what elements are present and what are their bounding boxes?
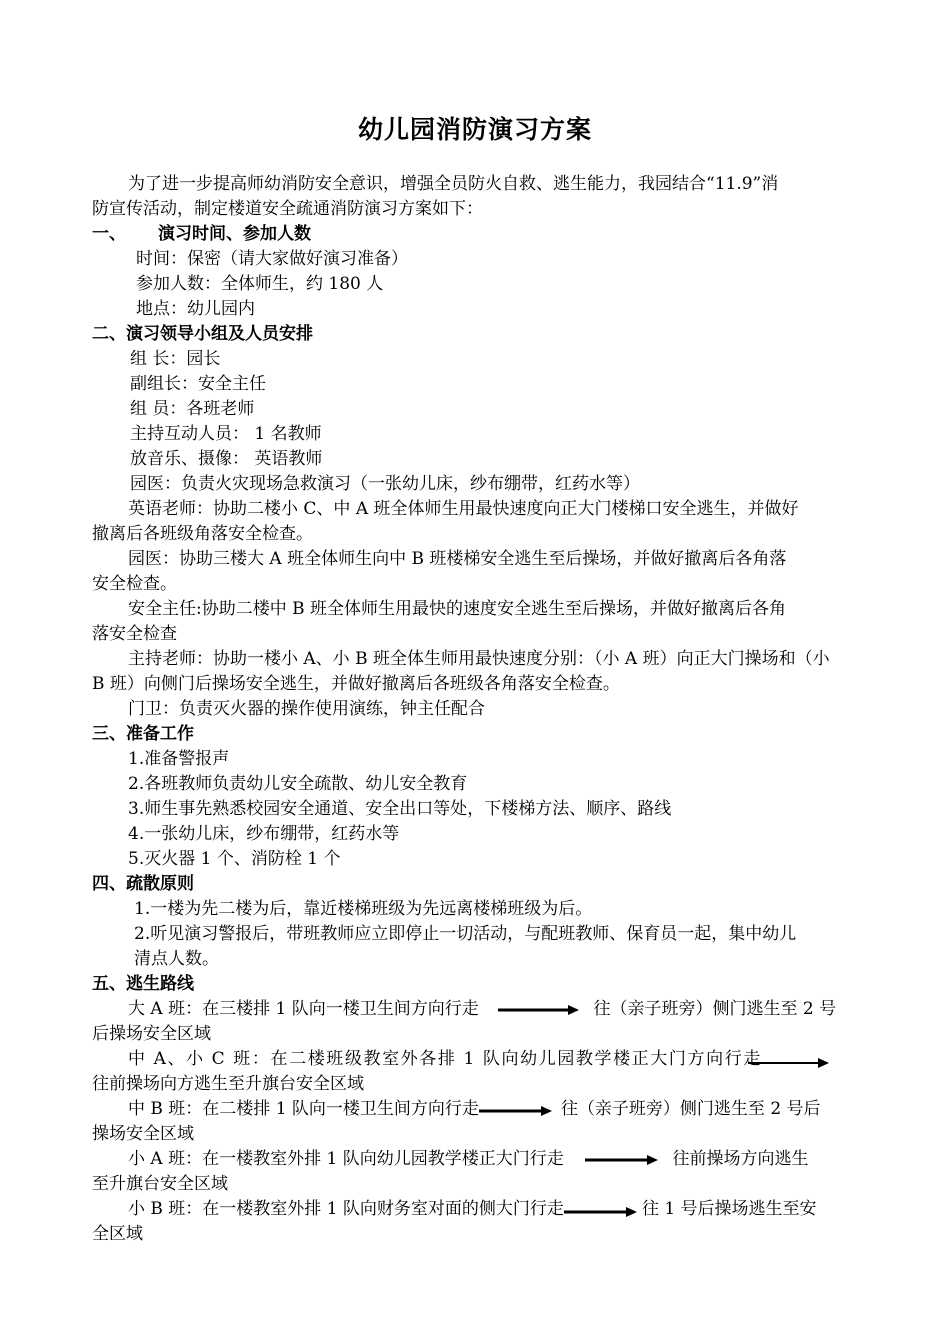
section-4-heading: 四、疏散原则 bbox=[92, 874, 194, 894]
section-3-item-4: 4.一张幼儿床，纱布绷带，红药水等 bbox=[128, 824, 400, 844]
route-3-text: 中 B 班：在二楼排 1 队向一楼卫生间方向行走 bbox=[128, 1099, 479, 1119]
section-1-number: 一、 bbox=[92, 224, 126, 244]
route-5-line-1 bbox=[92, 1197, 860, 1222]
section-2-p3-line-1: 安全主任:协助二楼中 B 班全体师生用最快的速度安全逃生至后操场，并做好撤离后各角 bbox=[128, 599, 787, 619]
route-3-destination: 往（亲子班旁）侧门逃生至 2 号后 bbox=[560, 1099, 821, 1119]
route-1-line-2: 后操场安全区域 bbox=[92, 1024, 211, 1044]
section-2-p5: 门卫：负责灭火器的操作使用演练，钟主任配合 bbox=[128, 699, 485, 719]
route-4-line-1 bbox=[92, 1147, 860, 1172]
route-3-line-2: 操场安全区域 bbox=[92, 1124, 194, 1144]
section-2-line-host: 主持互动人员： 1 名教师 bbox=[130, 424, 322, 444]
section-1-line-time: 时间：保密（请大家做好演习准备） bbox=[136, 249, 408, 269]
section-1-heading bbox=[92, 222, 860, 247]
section-3-item-2: 2.各班教师负责幼儿安全疏散、幼儿安全教育 bbox=[128, 774, 468, 794]
section-2-heading: 二、演习领导小组及人员安排 bbox=[92, 324, 313, 344]
route-2-line-1 bbox=[92, 1047, 860, 1072]
route-1-text: 大 A 班：在三楼排 1 队向一楼卫生间方向行走 bbox=[128, 999, 479, 1019]
route-2-arrow-icon bbox=[748, 1056, 830, 1070]
route-5-arrow-icon bbox=[564, 1203, 638, 1217]
route-1-arrow-icon bbox=[498, 1004, 580, 1016]
section-1-line-location: 地点：幼儿园内 bbox=[136, 299, 255, 319]
route-3-line-1 bbox=[92, 1097, 860, 1122]
section-2-line-leader: 组 长：园长 bbox=[130, 349, 221, 369]
route-1-destination: 往（亲子班旁）侧门逃生至 2 号 bbox=[593, 999, 837, 1019]
section-3-heading: 三、准备工作 bbox=[92, 724, 194, 744]
route-1-line-1 bbox=[92, 997, 860, 1022]
route-4-arrow-icon bbox=[585, 1154, 659, 1166]
section-2-p2-line-1: 园医：协助三楼大 A 班全体师生向中 B 班楼梯安全逃生至后操场，并做好撤离后各角落 bbox=[128, 549, 787, 569]
section-5-heading: 五、逃生路线 bbox=[92, 974, 194, 994]
document-body bbox=[92, 172, 860, 1247]
route-4-text: 小 A 班：在一楼教室外排 1 队向幼儿园教学楼正大门行走 bbox=[128, 1149, 564, 1169]
section-3-item-5: 5.灭火器 1 个、消防栓 1 个 bbox=[128, 849, 341, 869]
section-2-p2-line-2: 安全检查。 bbox=[92, 574, 177, 594]
section-4-item-2-line-1: 2.听见演习警报后，带班教师应立即停止一切活动，与配班教师、保育员一起，集中幼儿 bbox=[134, 924, 797, 944]
route-3-arrow-icon bbox=[479, 1104, 553, 1116]
route-5-line-2: 全区域 bbox=[92, 1224, 143, 1244]
route-5-destination: 往 1 号后操场逃生至安 bbox=[641, 1199, 817, 1219]
document-title: 幼儿园消防演习方案 bbox=[357, 115, 592, 144]
route-2-text: 中 A、小 C 班：在二楼班级教室外各排 1 队向幼儿园教学楼正大门方向行走 bbox=[128, 1049, 762, 1069]
section-2-p4-line-1: 主持老师：协助一楼小 A、小 B 班全体生师用最快速度分别：（小 A 班）向正大门操场和（小 bbox=[128, 649, 830, 669]
section-3-item-1: 1.准备警报声 bbox=[128, 749, 230, 769]
section-3-item-3: 3.师生事先熟悉校园安全通道、安全出口等处，下楼梯方法、顺序、路线 bbox=[128, 799, 672, 819]
section-2-p1-line-1: 英语老师：协助二楼小 C、中 A 班全体师生用最快速度向正大门楼梯口安全逃生，并做好 bbox=[128, 499, 799, 519]
route-4-line-2: 至升旗台安全区域 bbox=[92, 1174, 228, 1194]
section-2-p3-line-2: 落安全检查 bbox=[92, 624, 177, 644]
section-2-line-members: 组 员：各班老师 bbox=[130, 399, 255, 419]
section-2-line-doctor: 园医：负责火灾现场急救演习（一张幼儿床，纱布绷带，红药水等） bbox=[130, 474, 640, 494]
route-5-text: 小 B 班：在一楼教室外排 1 队向财务室对面的侧大门行走 bbox=[128, 1199, 564, 1219]
section-2-p4-line-2: B 班）向侧门后操场安全逃生，并做好撤离后各班级各角落安全检查。 bbox=[92, 674, 620, 694]
section-2-line-music: 放音乐、摄像： 英语教师 bbox=[130, 449, 323, 469]
section-4-item-2-line-2: 清点人数。 bbox=[134, 949, 219, 969]
route-2-line-2: 往前操场向方逃生至升旗台安全区域 bbox=[92, 1074, 364, 1094]
intro-line-1: 为了进一步提高师幼消防安全意识，增强全员防火自救、逃生能力，我园结合“11.9”消 bbox=[128, 174, 779, 194]
route-4-destination: 往前操场方向逃生 bbox=[672, 1149, 809, 1169]
section-1-line-participants: 参加人数：全体师生，约 180 人 bbox=[136, 274, 384, 294]
intro-line-2: 防宣传活动，制定楼道安全疏通消防演习方案如下： bbox=[92, 199, 483, 219]
section-1-title: 演习时间、参加人数 bbox=[158, 224, 311, 244]
section-4-item-1: 1.一楼为先二楼为后，靠近楼梯班级为先远离楼梯班级为后。 bbox=[134, 899, 593, 919]
section-2-line-vice-leader: 副组长：安全主任 bbox=[130, 374, 266, 394]
section-2-p1-line-2: 撤离后各班级角落安全检查。 bbox=[92, 524, 313, 544]
